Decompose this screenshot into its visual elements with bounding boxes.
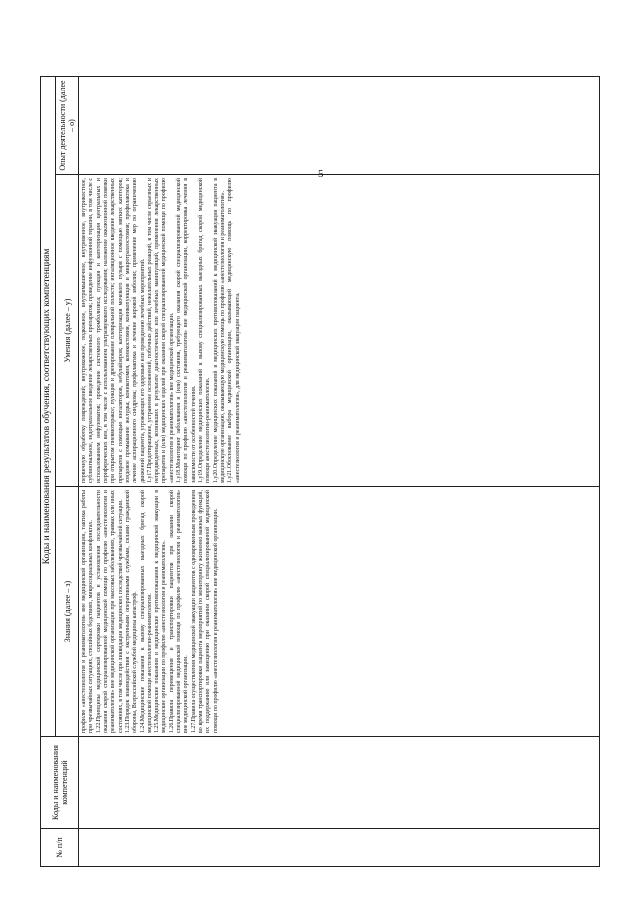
table-row xyxy=(79,76,600,866)
header-num: № п/п xyxy=(41,829,79,867)
skill-item: первичную обработку повреждений; внутрикожное, подкожное, внутримышечное, внутривенное, внутрикостное, сублингвальное, эндотрахеальное введение лекарственных препаратов; проведение инфузионной терапии, в том числе с использованием инфузоматов; проведение системного тромболизиса; пункция и катетеризация центральных и периферических вен, в том числе с использованием ультразвукового исследования; наложение окклюзионной повязки при открытом пневмотораксе; пункция и дренирование плевральной полости; ингаляционное введение лекарственных препаратов с помощью ингаляторов, небулайзеров; катетеризация мочевого пузыря с помощью мягких катетеров; зондовое промывание желудка; коникотомия, коникостомия, коникопункция и микротрахеостомия; профилактика и лечение аспирационного синдрома; профилактика и лечение жировой эмболии; применение мер по ограничению движений пациента, угрожающих его здоровью или проведению лечебных мероприятий. xyxy=(81,178,146,483)
cell-knowledge xyxy=(79,487,600,737)
skill-item: 1.у20.Определение медицинских показаний и медицинских противопоказаний к медицинской эвакуации пациента в медицинскую организацию, оказывающую медицинскую помощь по профилю «анестезиология и реаниматология». xyxy=(212,178,226,483)
skill-item: 1.у18.Мониторинг заболевания и (или) состояния, требующего оказания скорой специализированной медицинской помощи по профилю «анестезиология и реаниматология» вне медицинской организации, корректировка лечения в зависимости от особенностей течения. xyxy=(176,178,197,483)
header-knowledge: Знания (далее – з) xyxy=(56,487,79,737)
rotated-table-wrapper xyxy=(40,77,600,867)
knowledge-item: 1.22.Принципы медицинской сортировки пациентов и установления последовательности оказания скорой специализированной медицинской помощи по профилю «анестезиология и реаниматология» вне медицинской организации при массовых заболеваниях, травмах или иных состояниях, в том числе при ликвидации медицинских последствий чрезвычайной ситуации. xyxy=(95,490,124,733)
header-skills: Умения (далее – у) xyxy=(56,175,79,487)
cell-skills xyxy=(79,175,600,487)
knowledge-item: профилю «анестезиология и реаниматология» вне медицинской организации, тактика работы при чрезвычайных ситуациях, стихийных бедствиях, микросоциальных конфликтах. xyxy=(81,490,95,733)
knowledge-item: 1.23.Порядок взаимодействия с экстренными оперативными службами, силами гражданской обороны, Всероссийской службой медицины катастроф. xyxy=(124,490,139,733)
knowledge-item: 1.25.Медицинские показания и медицинские противопоказания к медицинской эвакуации в медицинские организации по профилю «анестезиология и реаниматология». xyxy=(154,490,168,733)
header-experience: Опыт деятельности (далее – о) xyxy=(56,76,79,174)
skill-item: 1.у19.Определение медицинских показаний к вызову специализированных выездных бригад скорой медицинской помощи анестезиологии-реаниматологии. xyxy=(198,178,212,483)
skill-item: 1.у17.Предотвращение, устранение осложнений, побочных действий, нежелательных реакций, в том числе серьезных и непредвиденных, возникших в результате диагностических или лечебных манипуляций, применения лекарственных препаратов и (или) медицинских изделий при оказании скорой специализированной медицинской помощи по профилю «анестезиология и реаниматология» вне медицинской организации. xyxy=(146,178,175,483)
skill-item: 1.у21.Обоснование выбора медицинской организации, оказывающей медицинскую помощь по профилю «анестезиология и реаниматология», для медицинской эвакуации пациента. xyxy=(227,178,241,483)
knowledge-item: 1.27.Правила осуществления медицинской эвакуации пациентов с одновременным проведением во время транспортировки пациента мероприятий по мониторингу жизненно важных функций, их поддержанию или замещению при оказании скорой специализированной медицинской помощи по профилю «анестезиология и реаниматология» вне медицинской организации. xyxy=(190,490,219,733)
header-results-group: Коды и наименования результатов обучения, соответствующих компетенциям xyxy=(41,76,56,736)
knowledge-item: 1.24.Медицинские показания к вызову специализированных выездных бригад скорой медицинской помощи анестезиологии-реаниматологии. xyxy=(139,490,153,733)
cell-codes xyxy=(79,737,600,829)
cell-num xyxy=(79,829,600,867)
header-codes: Коды и наименования компетенций xyxy=(41,737,79,829)
page-number: 5 xyxy=(318,168,324,180)
cell-experience xyxy=(79,76,600,174)
competencies-table xyxy=(40,76,600,867)
knowledge-item: 1.26.Правила перемещения и транспортировки пациентов при оказании скорой специализированной медицинской помощи по профилю «анестезиология и реаниматология» вне медицинской организации. xyxy=(168,490,190,733)
